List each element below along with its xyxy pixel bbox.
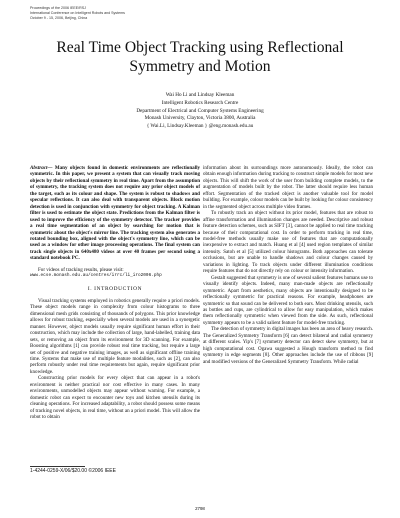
abstract-text: Many objects found in domestic environments are reflectionally symmetric. In this paper, we present a system that can visually track moving objects by their reflectional symmetry in real time. Apart from the assumption of symmetry, the tracking system does not require any prior object models of the target, such as its colour and shape. The system is robust to shadows and specular reflections. It can also deal with transparent objects. Block motion detection is used in conjunction with symmetry for object tracking. A Kalman filter is used to estimate the object state. Predictions from the Kalman filter is used to improve the efficiency of the symmetry detector. The tracker provides a real time segmentation of an object by searching for motion that is symmetric about the object's mirror line. The tracking system also generates a rotated bounding box, aligned with the object's symmetry line, which can be used as a window for other image processing operations. The final system can track single objects in 640x480 videos at over 40 frames per second using a standard notebook PC. xyxy=(30,165,200,262)
body-paragraph: Gestalt suggested that symmetry is one of several salient features humans use to visually identify objects. Indeed, many man-made objects are reflectionally symmetric. Apart from aesthetics, many objects are intentionally designed to be reflectionally symmetric for practical reasons. For example, headphones are symmetric so that sound can be delivered to both ears. Most drinking utensils, such as bottles and cups, are cylindrical to allow for easy manipulation, which makes them reflectionally symmetric when viewed from the side. As such, reflectional symmetry appears to be a valid salient feature for model-free tracking. xyxy=(203,274,373,326)
video-note: For videos of tracking results, please visit: xyxy=(38,266,124,273)
video-url[interactable]: www.ecse.monash.edu.au/centres/irrc/li_iro2006.php xyxy=(30,273,162,279)
title-line: Real Time Object Tracking using Reflectional xyxy=(56,39,344,56)
footnote-rule xyxy=(30,466,85,467)
proceedings-line: Proceedings of the 2006 IEEE/RSJ xyxy=(30,6,86,10)
body-paragraph: The detection of symmetry in digital images has been an area of heavy research. The Generalized Symmetry Transform [6] can detect bilateral and radial symmetry at different scales. Yip's [7] symmetry detector can detect skew symmetry, but at high computational cost. Ogawa suggested a Hough transform method to find symmetry in edge segments [8]. Other approaches include the use of ribbons [9] and modified versions of the Generalized Symmetry Transform. While radial xyxy=(203,326,373,365)
page-number: 2798 xyxy=(195,506,205,511)
affiliation-centre: Intelligent Robotics Research Centre xyxy=(161,99,239,106)
author-block xyxy=(40,92,360,131)
right-column xyxy=(203,165,373,365)
title-line: Symmetry and Motion xyxy=(129,58,271,75)
paper-title xyxy=(20,38,380,76)
proceedings-header xyxy=(30,6,230,22)
author-names: Wai Ho Li and Lindsay Kleeman xyxy=(165,92,235,98)
affiliation-university: Monash University, Clayton, Victoria 3800, Australia xyxy=(144,115,256,122)
intro-paragraph: Visual tracking systems employed in robotics generally require a priori models. These object models range in complexity from colour histograms to three dimensional mesh grids consisting of thousands of polygons. This prior knowledge allows for robust tracking, especially when several models are used in a synergetic manner. However, object models usually require significant human effort in their construction, which may include the collection of large, hand-labelled, training data sets, or removing an object from its environment for 3D scanning. For example, Boosting algorithms [1] can provide robust real time tracking, but require a large set of positive and negative training images, as well as significant offline training time. Systems that make use of multiple feature modalities, such as [2], can also perform robustly under real time requirements but again, require significant prior knowledge. xyxy=(30,297,200,375)
author-emails: { Wai.Li, Lindsay.Kleeman } @eng.monash.edu.au xyxy=(146,123,254,130)
proceedings-line: October 9 - 15, 2006, Beijing, China xyxy=(30,16,88,21)
section-heading: I. INTRODUCTION xyxy=(87,286,143,293)
body-paragraph: information about its surroundings more autonomously. Ideally, the robot can obtain enough information during tracking to construct simple models for most new objects. This will shift the work of the user from building complete models, to the augmentation of models built by the robot. The latter should require less human effort. Segmentation of the tracked object is another valuable tool for model building. For example, colour models can be built by looking for colour consistency in the segmented object across multiple video frames. xyxy=(203,165,373,210)
abstract xyxy=(30,165,200,262)
intro-paragraph: Constructing prior models for every object that can appear in a robot's environment is neither practical nor cost effective in many cases. In many environments, unmodelled objects may appear without warning. For example, a domestic robot can expect to encounter new toys and kitchen utensils during its cleaning operations. For increased adaptability, a robot should possess some means of tracking novel objects, in real time, without an a priori model. This will allow the robot to obtain xyxy=(30,375,200,421)
abstract-label: Abstract— xyxy=(30,165,53,171)
isbn-line: 1-4244-0259-X/06/$20.00 ©2006 IEEE xyxy=(30,468,116,474)
proceedings-line: International Conference on Intelligent Robots and Systems xyxy=(30,11,125,16)
affiliation-department: Department of Electrical and Computer Systems Engineering xyxy=(136,107,264,114)
body-paragraph: To robustly track an object without its prior model, features that are robust to affine transformation and illumination changes are needed. Descriptive and robust feature detection schemes, such as SIFT [3], cannot be applied to real time tracking because of their computational cost. In order to perform tracking in real time, model-free methods usually make use of features that are computationally inexpensive to extract and match. Huang et al [4] used region templates of similar intensity. Satoh et al [5] utilized colour histograms. Both approaches can tolerate occlusions, but are unable to handle shadows and colour changes caused by variations in lighting. To track objects under different illumination conditions require features that do not directly rely on colour or intensity information. xyxy=(203,210,373,275)
left-column xyxy=(30,165,200,421)
